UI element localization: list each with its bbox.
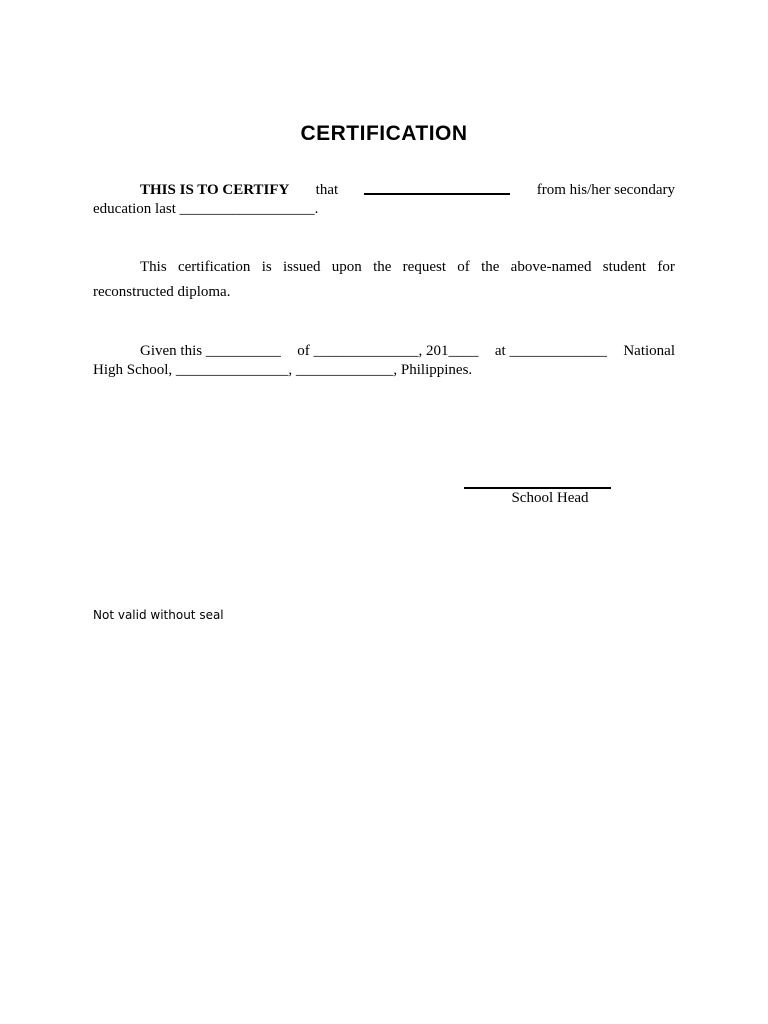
certify-lead-group — [93, 181, 289, 200]
certify-after-blank: from his/her secondary — [536, 182, 675, 198]
request-word: above-named — [510, 259, 592, 275]
request-word: upon — [331, 259, 362, 275]
request-paragraph — [93, 255, 675, 305]
given-part: National — [623, 343, 675, 359]
given-part: at _____________ — [494, 343, 607, 359]
request-word: issued — [283, 259, 321, 275]
request-word: certification — [177, 259, 251, 275]
given-line-1 — [93, 342, 675, 361]
request-line-1 — [93, 255, 675, 280]
given-paragraph — [93, 342, 675, 380]
request-word: for — [657, 259, 675, 275]
validity-note: Not valid without seal — [93, 608, 224, 622]
given-part: Given this __________ — [140, 343, 281, 359]
certify-line-1 — [93, 181, 675, 200]
request-word: of — [457, 259, 470, 275]
request-word: is — [261, 259, 272, 275]
request-word: the — [373, 259, 392, 275]
student-name-blank — [364, 181, 510, 195]
certify-line-2: education last __________________. — [93, 201, 319, 217]
word-that: that — [315, 182, 339, 198]
request-word: This — [140, 259, 167, 275]
signature-label: School Head — [511, 490, 589, 506]
given-line-2: High School, _______________, _____________, Philippines. — [93, 362, 473, 378]
request-word: the — [481, 259, 500, 275]
certify-bold-lead: THIS IS TO CERTIFY — [140, 182, 290, 198]
given-part: of ______________, 201____ — [297, 343, 479, 359]
certify-paragraph — [93, 181, 675, 219]
request-line-2: reconstructed diploma. — [93, 284, 231, 300]
document-title: CERTIFICATION — [300, 122, 468, 145]
request-word: request — [402, 259, 446, 275]
request-word: student — [602, 259, 647, 275]
